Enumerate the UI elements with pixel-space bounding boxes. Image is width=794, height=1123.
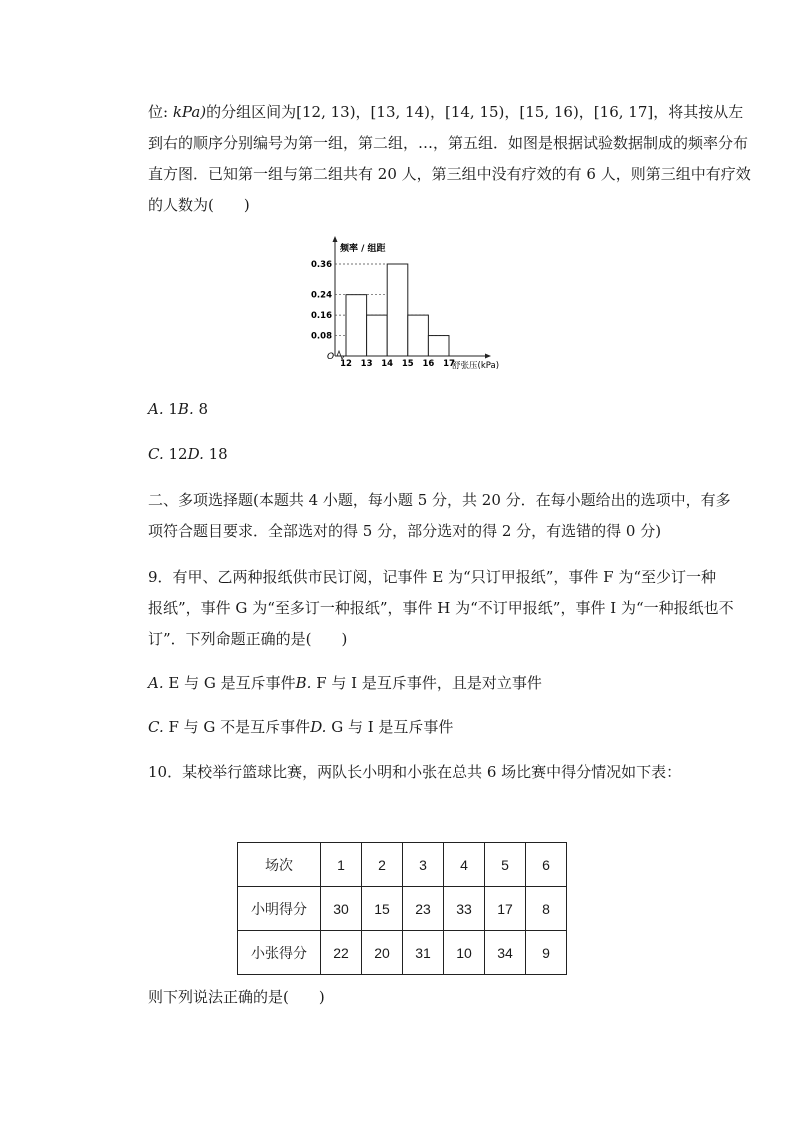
problem9-line3: 订”．下列命题正确的是( ) [148, 630, 348, 648]
table-row [238, 887, 567, 931]
problem8-line4: 的人数为( ) [148, 196, 250, 214]
x-axis-label: 舒张压(kPa) [452, 361, 500, 371]
table-cell: 20 [362, 931, 403, 975]
y-tick-label: 0.24 [311, 290, 332, 301]
problem8-line2: 到右的顺序分别编号为第一组，第二组，…，第五组．如图是根据试验数据制成的频率分布 [148, 134, 749, 152]
option-c-text: F 与 G 不是互斥事件 [163, 718, 311, 736]
option-a-text: E 与 G 是互斥事件 [163, 674, 296, 692]
table-cell: 1 [321, 843, 362, 887]
table-cell: 31 [403, 931, 444, 975]
problem9-line1: 9．有甲、乙两种报纸供市民订阅，记事件 E 为“只订甲报纸”，事件 F 为“至少订一种 [148, 568, 716, 586]
table-cell: 8 [526, 887, 567, 931]
section2-line1: 二、多项选择题(本题共 4 小题，每小题 5 分，共 20 分．在每小题给出的选项中，有多 [148, 491, 731, 509]
y-tick-label: 0.36 [311, 260, 332, 270]
x-tick-label: 12 [340, 359, 352, 369]
histogram-bar [346, 295, 367, 356]
histogram-bar [408, 315, 429, 356]
option-a-letter: A. [148, 674, 164, 692]
histogram-bar [387, 264, 408, 356]
problem9-options-cd [148, 717, 453, 737]
axis-break [337, 351, 344, 359]
table-cell: 6 [526, 843, 567, 887]
table-cell: 3 [403, 843, 444, 887]
table-cell: 23 [403, 887, 444, 931]
table-cell: 小张得分 [238, 931, 321, 975]
option-c-letter: C. [148, 718, 164, 736]
table-cell: 10 [444, 931, 485, 975]
table-cell: 15 [362, 887, 403, 931]
problem8-options-cd [148, 444, 228, 464]
x-axis-arrow [485, 354, 491, 359]
problem9-line2: 报纸”，事件 G 为“至多订一种报纸”，事件 H 为“不订甲报纸”，事件 I 为“一种报纸也不 [148, 599, 734, 617]
y-tick-label: 0.08 [311, 331, 332, 342]
option-d-text: 18 [203, 445, 228, 463]
x-tick-label: 15 [401, 359, 414, 369]
x-tick-label: 17 [443, 359, 455, 369]
option-d-text: G 与 I 是互斥事件 [326, 718, 454, 736]
x-tick-label: 13 [360, 359, 373, 369]
x-tick-label: 14 [381, 359, 394, 369]
option-d-letter: D. [187, 445, 204, 463]
problem10-line1: 10．某校举行篮球比赛，两队长小明和小张在总共 6 场比赛中得分情况如下表： [148, 763, 682, 781]
x-tick-label: 16 [422, 359, 435, 369]
y-axis-label: 频率 / 组距 [340, 244, 386, 254]
problem9-options-ab [148, 673, 542, 693]
table-cell: 5 [485, 843, 526, 887]
table-cell: 小明得分 [238, 887, 321, 931]
table-cell: 17 [485, 887, 526, 931]
table-cell: 4 [444, 843, 485, 887]
option-a-letter: A. [148, 400, 164, 418]
y-tick-label: 0.16 [311, 311, 332, 322]
option-b-letter: B. [295, 674, 312, 692]
problem10-after-text: 则下列说法正确的是( ) [148, 988, 325, 1006]
frequency-histogram [300, 236, 530, 376]
origin-label: O [327, 352, 335, 362]
histogram-bar [428, 336, 449, 356]
option-b-text: 8 [193, 400, 209, 418]
problem8-options-ab [148, 399, 208, 419]
histogram-bar [367, 315, 388, 356]
table-row [238, 931, 567, 975]
table-cell: 2 [362, 843, 403, 887]
table-cell: 30 [321, 887, 362, 931]
table-header-row [238, 843, 567, 887]
option-d-letter: D. [310, 718, 327, 736]
table-cell: 33 [444, 887, 485, 931]
y-axis-arrow [333, 236, 338, 242]
problem8-line1: 位: kPa)的分组区间为[12, 13)，[13, 14)，[14, 15)，[15, 16)，[16, 17]，将其按从左 [148, 103, 744, 121]
option-c-text: 12 [163, 445, 188, 463]
option-b-text: F 与 I 是互斥事件，且是对立事件 [311, 674, 542, 692]
problem8-line3: 直方图．已知第一组与第二组共有 20 人，第三组中没有疗效的有 6 人，则第三组中有疗效 [148, 165, 751, 183]
section2-line2: 项符合题目要求．全部选对的得 5 分，部分选对的得 2 分，有选错的得 0 分) [148, 522, 662, 540]
option-c-letter: C. [148, 445, 164, 463]
score-table [237, 842, 567, 975]
table-cell: 9 [526, 931, 567, 975]
option-b-letter: B. [177, 400, 194, 418]
option-a-text: 1 [163, 400, 178, 418]
table-cell: 22 [321, 931, 362, 975]
table-cell: 34 [485, 931, 526, 975]
table-cell: 场次 [238, 843, 321, 887]
